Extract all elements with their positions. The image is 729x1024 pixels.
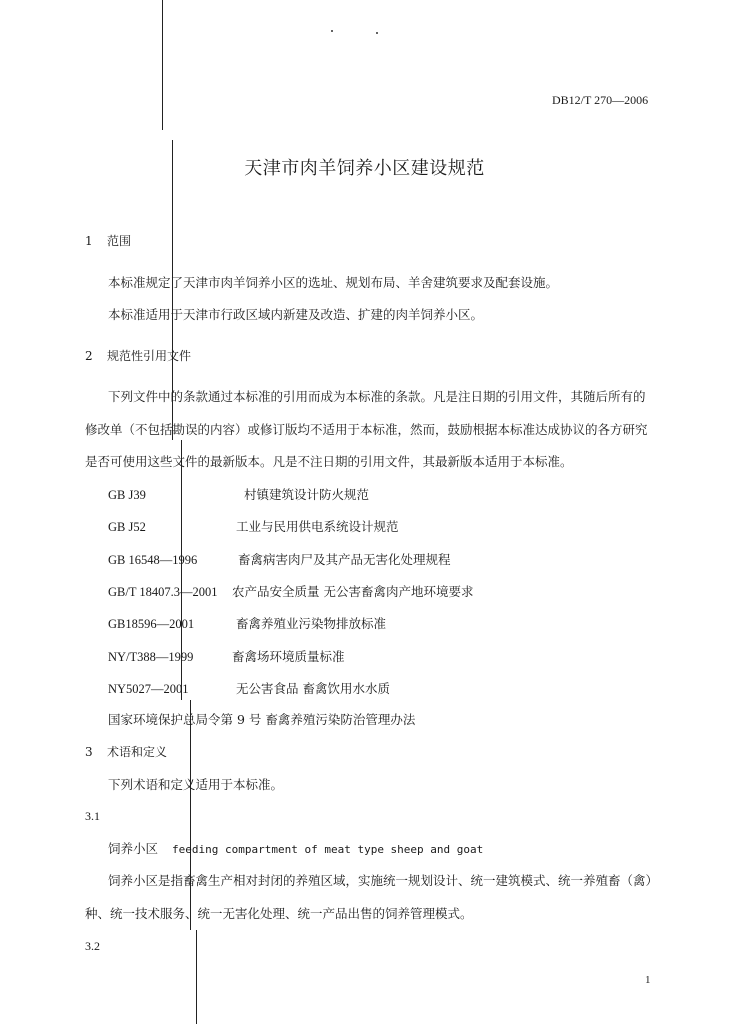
reference-code: GB/T 18407.3—2001 <box>108 585 218 599</box>
reference-decree: 国家环境保护总局令第 9 号 畜禽养殖污染防治管理办法 <box>108 712 416 727</box>
subsection-number: 3.2 <box>85 939 100 953</box>
page-number: 1 <box>645 974 651 986</box>
term-chinese: 饲养小区 <box>108 841 159 856</box>
scan-speck <box>331 30 333 32</box>
scan-fold-line <box>162 0 163 130</box>
reference-code: GB J52 <box>108 520 146 534</box>
paragraph-line: 是否可使用这些文件的最新版本。凡是不注日期的引用文件，其最新版本适用于本标准。 <box>85 454 573 469</box>
reference-title: 工业与民用供电系统设计规范 <box>236 519 399 534</box>
section-number: 3 <box>85 745 93 759</box>
section-2-heading <box>85 350 191 362</box>
section-3-heading <box>85 746 167 758</box>
definition-line: 饲养小区是指畜禽生产相对封闭的养殖区域，实施统一规划设计、统一建筑模式、统一养殖畜（禽） <box>108 873 659 888</box>
reference-title: 畜禽场环境质量标准 <box>232 649 345 664</box>
definition-line: 种、统一技术服务、统一无害化处理、统一产品出售的饲养管理模式。 <box>85 906 473 921</box>
reference-title: 村镇建筑设计防火规范 <box>244 487 370 502</box>
scan-speck <box>376 32 378 34</box>
paragraph: 本标准规定了天津市肉羊饲养小区的选址、规划布局、羊舍建筑要求及配套设施。 <box>108 275 559 290</box>
paragraph: 下列术语和定义适用于本标准。 <box>108 777 284 792</box>
reference-title: 畜禽养殖业污染物排放标准 <box>236 616 387 631</box>
paragraph-line: 修改单（不包括勘误的内容）或修订版均不适用于本标准，然而，鼓励根据本标准达成协议的各方研究 <box>85 422 648 437</box>
document-title: 天津市肉羊饲养小区建设规范 <box>244 158 485 179</box>
reference-code: GB 16548—1996 <box>108 553 198 567</box>
reference-code: GB18596—2001 <box>108 617 195 631</box>
scan-fold-line <box>190 700 191 930</box>
reference-title: 农产品安全质量 无公害畜禽肉产地环境要求 <box>232 584 474 599</box>
paragraph: 本标准适用于天津市行政区域内新建及改造、扩建的肉羊饲养小区。 <box>108 307 484 322</box>
reference-title: 无公害食品 畜禽饮用水水质 <box>236 681 390 696</box>
reference-code: NY/T388—1999 <box>108 650 194 664</box>
section-title: 术语和定义 <box>107 745 168 759</box>
reference-title: 畜禽病害肉尸及其产品无害化处理规程 <box>238 552 451 567</box>
reference-code: NY5027—2001 <box>108 682 189 696</box>
document-code: DB12/T 270—2006 <box>552 93 649 107</box>
subsection-number: 3.1 <box>85 809 100 823</box>
paragraph-line: 下列文件中的条款通过本标准的引用而成为本标准的条款。凡是注日期的引用文件，其随后所有的 <box>108 389 646 404</box>
section-number: 1 <box>85 234 93 248</box>
section-number: 2 <box>85 349 93 363</box>
term-english: feeding compartment of meat type sheep and goat <box>172 843 484 856</box>
term-entry <box>108 843 483 856</box>
section-1-heading <box>85 235 131 247</box>
section-title: 规范性引用文件 <box>107 349 192 363</box>
reference-code: GB J39 <box>108 488 146 502</box>
section-title: 范围 <box>107 234 132 248</box>
scan-fold-line <box>196 930 197 1024</box>
